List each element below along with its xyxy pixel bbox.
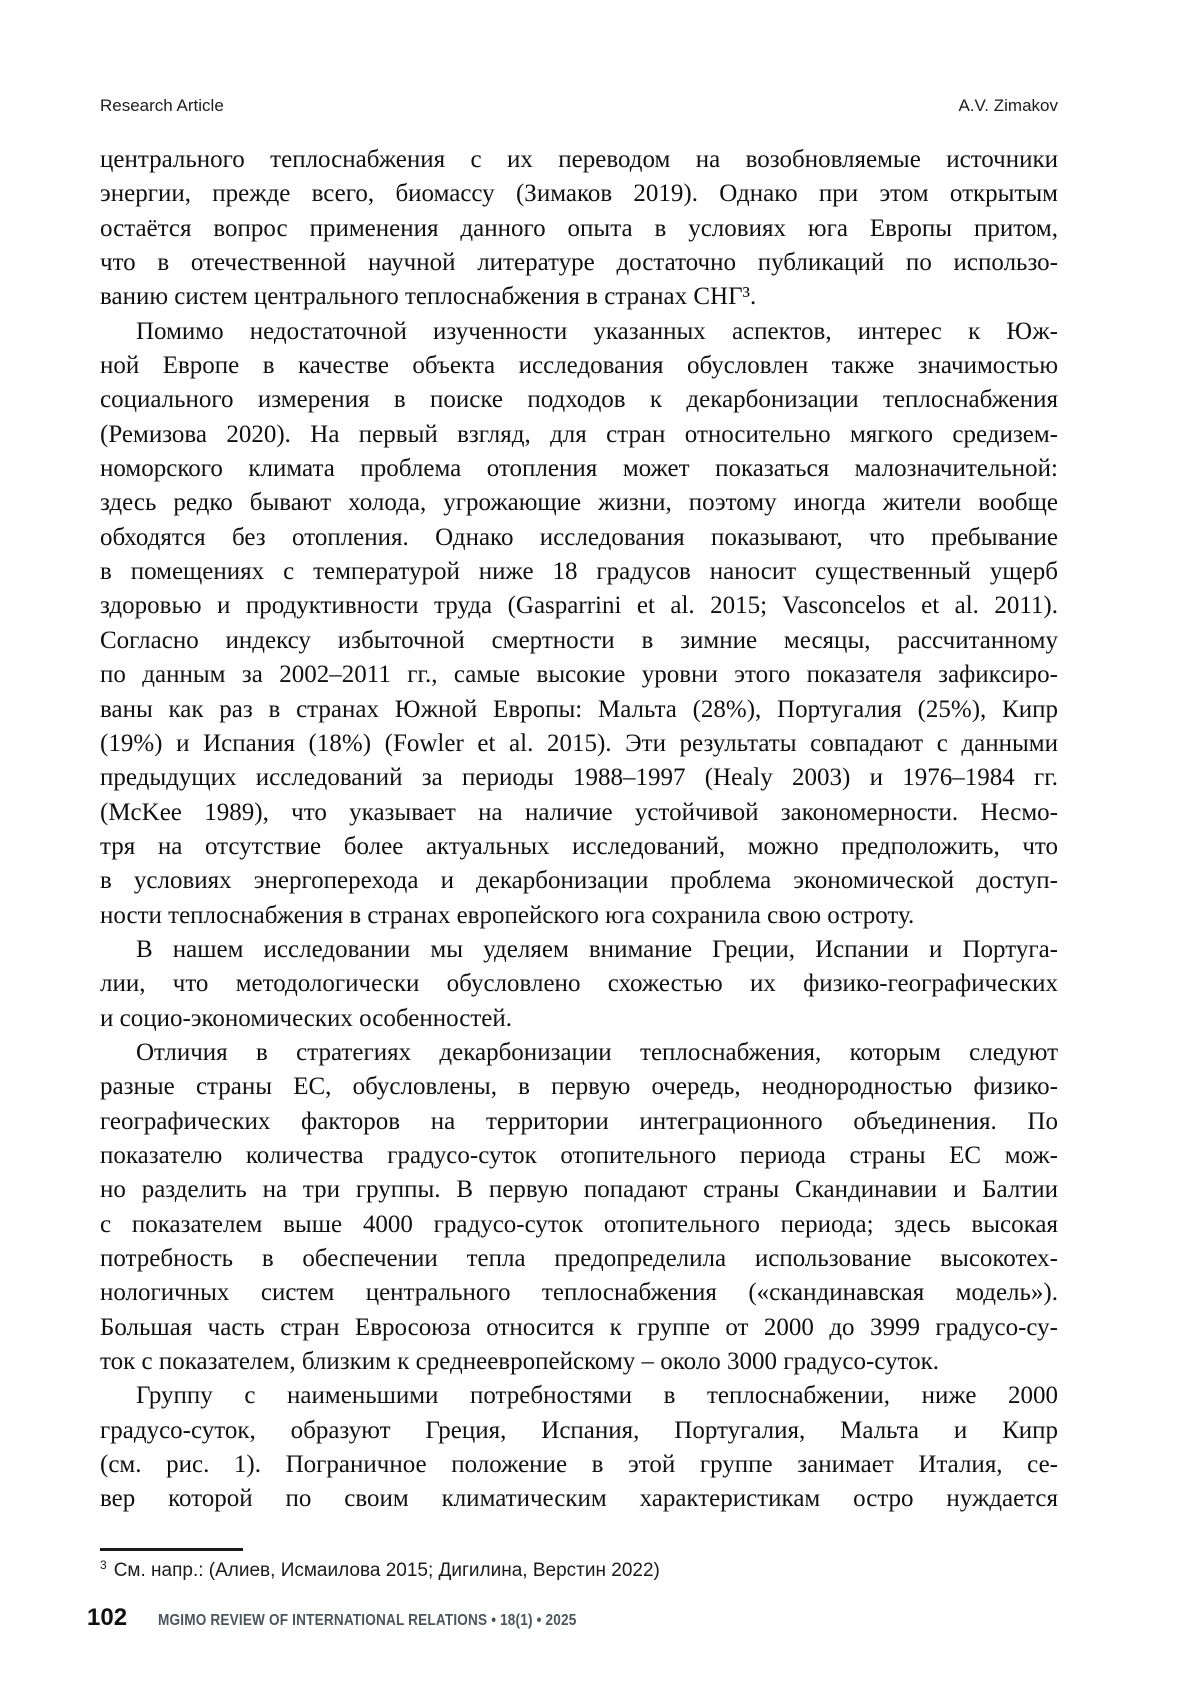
text-line: предыдущих исследований за периоды 1988–1997 (Healy 2003) и 1976–1984 гг. [100, 764, 1058, 792]
text-line: вер которой по своим климатическим характеристикам остро нуждается [100, 1485, 1058, 1513]
text-line: по данным за 2002–2011 гг., самые высокие уровни этого показателя зафиксиро- [100, 661, 1058, 689]
text-line: ток с показателем, близким к среднеевропейскому – около 3000 градусо-суток. [100, 1348, 940, 1376]
text-line: В нашем исследовании мы уделяем внимание Греции, Испании и Португа- [136, 935, 1058, 963]
text-line: Большая часть стран Евросоюза относится к группе от 2000 до 3999 градусо-су- [100, 1313, 1058, 1341]
page-number: 102 [87, 1604, 128, 1631]
text-line: градусо-суток, образуют Греция, Испания, Португалия, Мальта и Кипр [100, 1416, 1058, 1444]
text-line: Отличия в стратегиях декарбонизации теплоснабжения, которым следуют [136, 1038, 1058, 1066]
footnote-marker: 3 [100, 1557, 107, 1572]
page-header [100, 96, 1058, 116]
footnote-separator-rule [100, 1548, 243, 1551]
text-line: здоровью и продуктивности труда (Gasparrini et al. 2015; Vasconcelos et al. 2011). [100, 592, 1058, 620]
text-line: Помимо недостаточной изученности указанных аспектов, интерес к Юж- [136, 317, 1058, 345]
text-line: лии, что методологически обусловлено схожестью их физико-географических [100, 970, 1058, 998]
text-line: показателю количества градусо-суток отопительного периода страны ЕС мож- [100, 1141, 1058, 1169]
text-line: ваны как раз в странах Южной Европы: Мальта (28%), Португалия (25%), Кипр [100, 695, 1058, 723]
text-line: географических факторов на территории интеграционного объединения. По [100, 1107, 1058, 1135]
text-line: энергии, прежде всего, биомассу (Зимаков 2019). Однако при этом открытым [100, 180, 1058, 208]
text-line: социального измерения в поиске подходов к декарбонизации теплоснабжения [100, 386, 1058, 414]
text-line: разные страны ЕС, обусловлены, в первую очередь, неоднородностью физико- [100, 1073, 1058, 1101]
text-line: в помещениях с температурой ниже 18 градусов наносит существенный ущерб [100, 558, 1058, 586]
text-line: (McKee 1989), что указывает на наличие устойчивой закономерности. Несмо- [100, 798, 1058, 826]
text-line: и социо-экономических особенностей. [100, 1004, 513, 1032]
footnote [100, 1557, 1058, 1582]
text-line: потребность в обеспечении тепла предопределила использование высокотех- [100, 1245, 1058, 1272]
text-line: Согласно индексу избыточной смертности в зимние месяцы, рассчитанному [100, 626, 1058, 654]
text-line: в условиях энергоперехода и декарбонизации проблема экономической доступ- [100, 867, 1058, 895]
text-line: обходятся без отопления. Однако исследования показывают, что пребывание [100, 523, 1058, 551]
running-head-left: Research Article [100, 96, 224, 115]
text-line: номорского климата проблема отопления может показаться малозначительной: [100, 455, 1058, 483]
text-line: но разделить на три группы. В первую попадают страны Скандинавии и Балтии [100, 1176, 1058, 1204]
text-line: центрального теплоснабжения с их переводом на возобновляемые источники [100, 146, 1058, 173]
text-line: здесь редко бывают холода, угрожающие жизни, поэтому иногда жители вообще [100, 489, 1058, 517]
journal-title-line: MGIMO REVIEW OF INTERNATIONAL RELATIONS • 18(1) • 2025 [158, 1612, 577, 1629]
page-footer [87, 1604, 1087, 1632]
text-line: что в отечественной научной литературе достаточно публикаций по использо- [100, 249, 1058, 277]
text-line: остаётся вопрос применения данного опыта в условиях юга Европы притом, [100, 214, 1058, 242]
text-line: (Ремизова 2020). На первый взгляд, для стран относительно мягкого средизем- [100, 420, 1058, 448]
footnote-text: См. напр.: (Алиев, Исмаилова 2015; Дигилина, Верстин 2022) [113, 1560, 660, 1581]
text-line: ной Европе в качестве объекта исследования обусловлен также значимостью [100, 352, 1058, 380]
text-line: (19%) и Испания (18%) (Fowler et al. 2015). Эти результаты совпадают с данными [100, 729, 1058, 757]
article-body [100, 143, 1058, 1517]
text-line: тря на отсутствие более актуальных исследований, можно предположить, что [100, 832, 1058, 860]
text-line: с показателем выше 4000 градусо-суток отопительного периода; здесь высокая [100, 1210, 1058, 1238]
text-line: Группу с наименьшими потребностями в теплоснабжении, ниже 2000 [136, 1382, 1058, 1410]
text-line: ности теплоснабжения в странах европейского юга сохранила свою остроту. [100, 901, 915, 929]
text-line: ванию систем центрального теплоснабжения в странах СНГ³. [100, 283, 757, 311]
running-head-author: A.V. Zimakov [958, 96, 1058, 115]
text-line: нологичных систем центрального теплоснабжения («скандинавская модель»). [100, 1279, 1058, 1307]
text-line: (см. рис. 1). Пограничное положение в этой группе занимает Италия, се- [100, 1451, 1058, 1479]
